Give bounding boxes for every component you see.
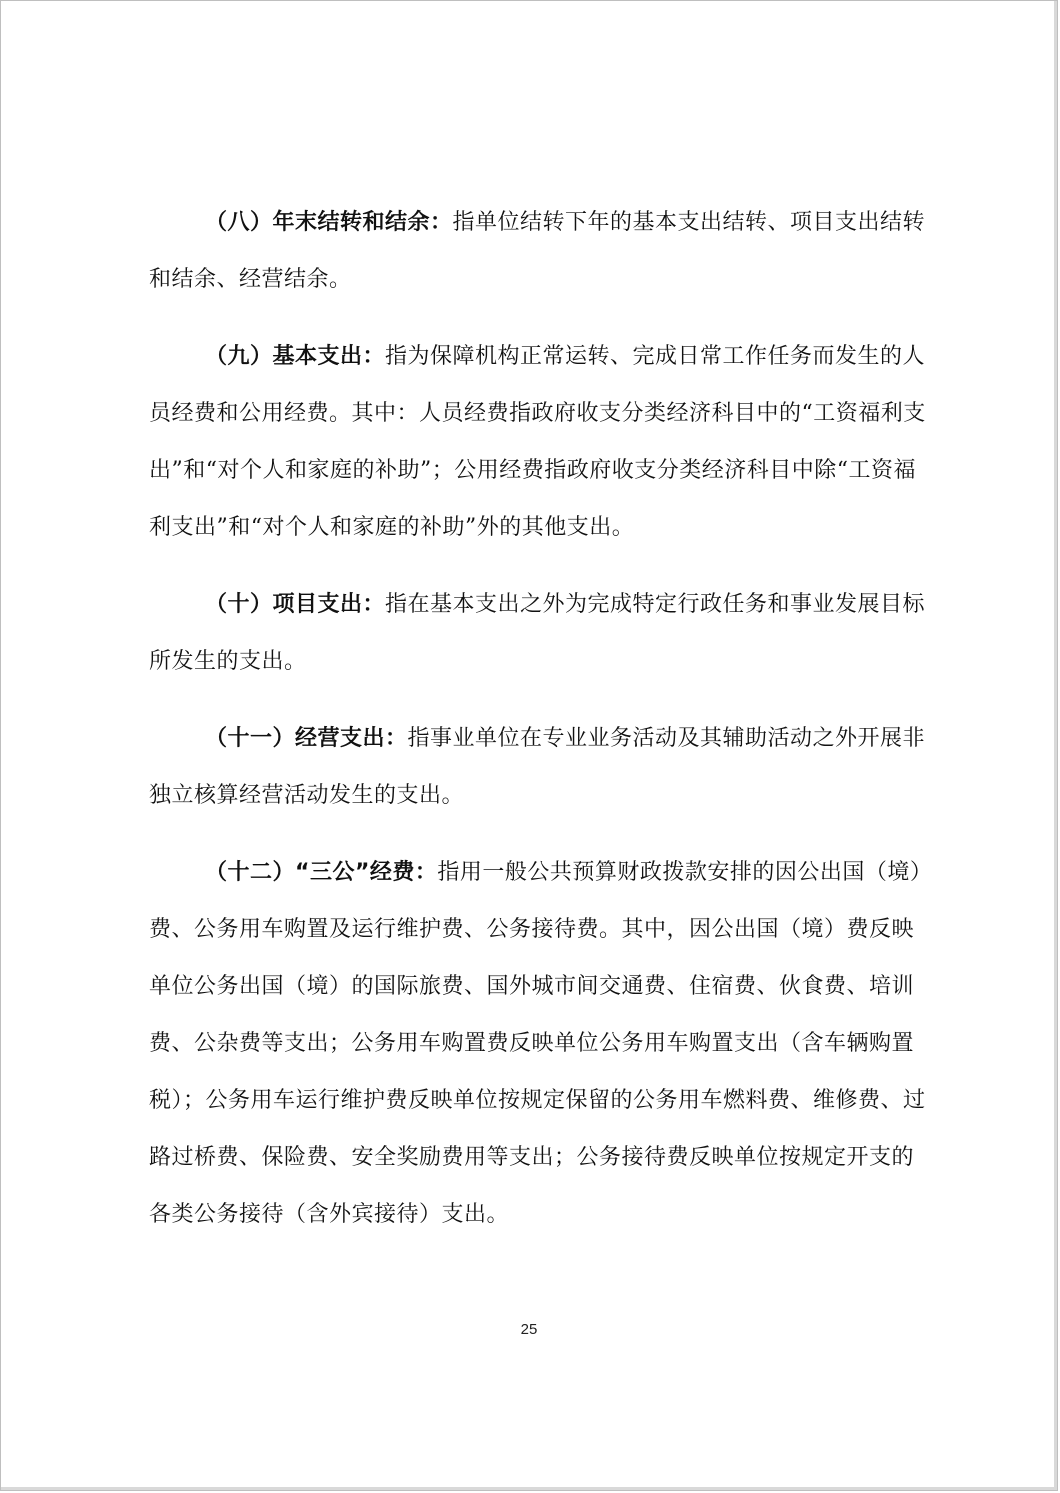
paragraph-body: 指事业单位在专业业务活动及其辅助活动之外开展非独立核算经营活动发生的支出。	[149, 726, 926, 808]
paragraph-heading: （十一）经营支出：	[205, 726, 408, 751]
paragraph-heading: （十）项目支出：	[205, 592, 386, 617]
page-number: 25	[520, 1321, 538, 1338]
page-content	[149, 194, 927, 1263]
paragraph-body: 指为保障机构正常运转、完成日常工作任务而发生的人员经费和公用经费。其中：人员经费指政府收支分类经济科目中的“工资福利支出”和“对个人和家庭的补助”；公用经费指政府收支分类经济科目中除“工资福利支出”和“对个人和家庭的补助”外的其他支出。	[149, 344, 926, 540]
paragraph-body: 指在基本支出之外为完成特定行政任务和事业发展目标所发生的支出。	[149, 592, 926, 674]
paragraph-body: 指用一般公共预算财政拨款安排的因公出国（境）费、公务用车购置及运行维护费、公务接待费。其中，因公出国（境）费反映单位公务出国（境）的国际旅费、国外城市间交通费、住宿费、伙食费、培训费、公杂费等支出；公务用车购置费反映单位公务用车购置支出（含车辆购置税）；公务用车运行维护费反映单位按规定保留的公务用车燃料费、维修费、过路过桥费、保险费、安全奖励费用等支出；公务接待费反映单位按规定开支的各类公务接待（含外宾接待）支出。	[149, 860, 926, 1227]
paragraph-three-public-expenses	[149, 844, 927, 1243]
paragraph-operating-expenditure	[149, 710, 927, 824]
paragraph-heading: （九）基本支出：	[205, 344, 386, 369]
paragraph-heading: （十二）“三公”经费：	[205, 860, 438, 885]
paragraph-basic-expenditure	[149, 328, 927, 556]
paragraph-heading: （八）年末结转和结余：	[205, 210, 453, 235]
paragraph-body: 指单位结转下年的基本支出结转、项目支出结转和结余、经营结余。	[149, 210, 926, 292]
paragraph-year-end-carryover	[149, 194, 927, 308]
paragraph-project-expenditure	[149, 576, 927, 690]
